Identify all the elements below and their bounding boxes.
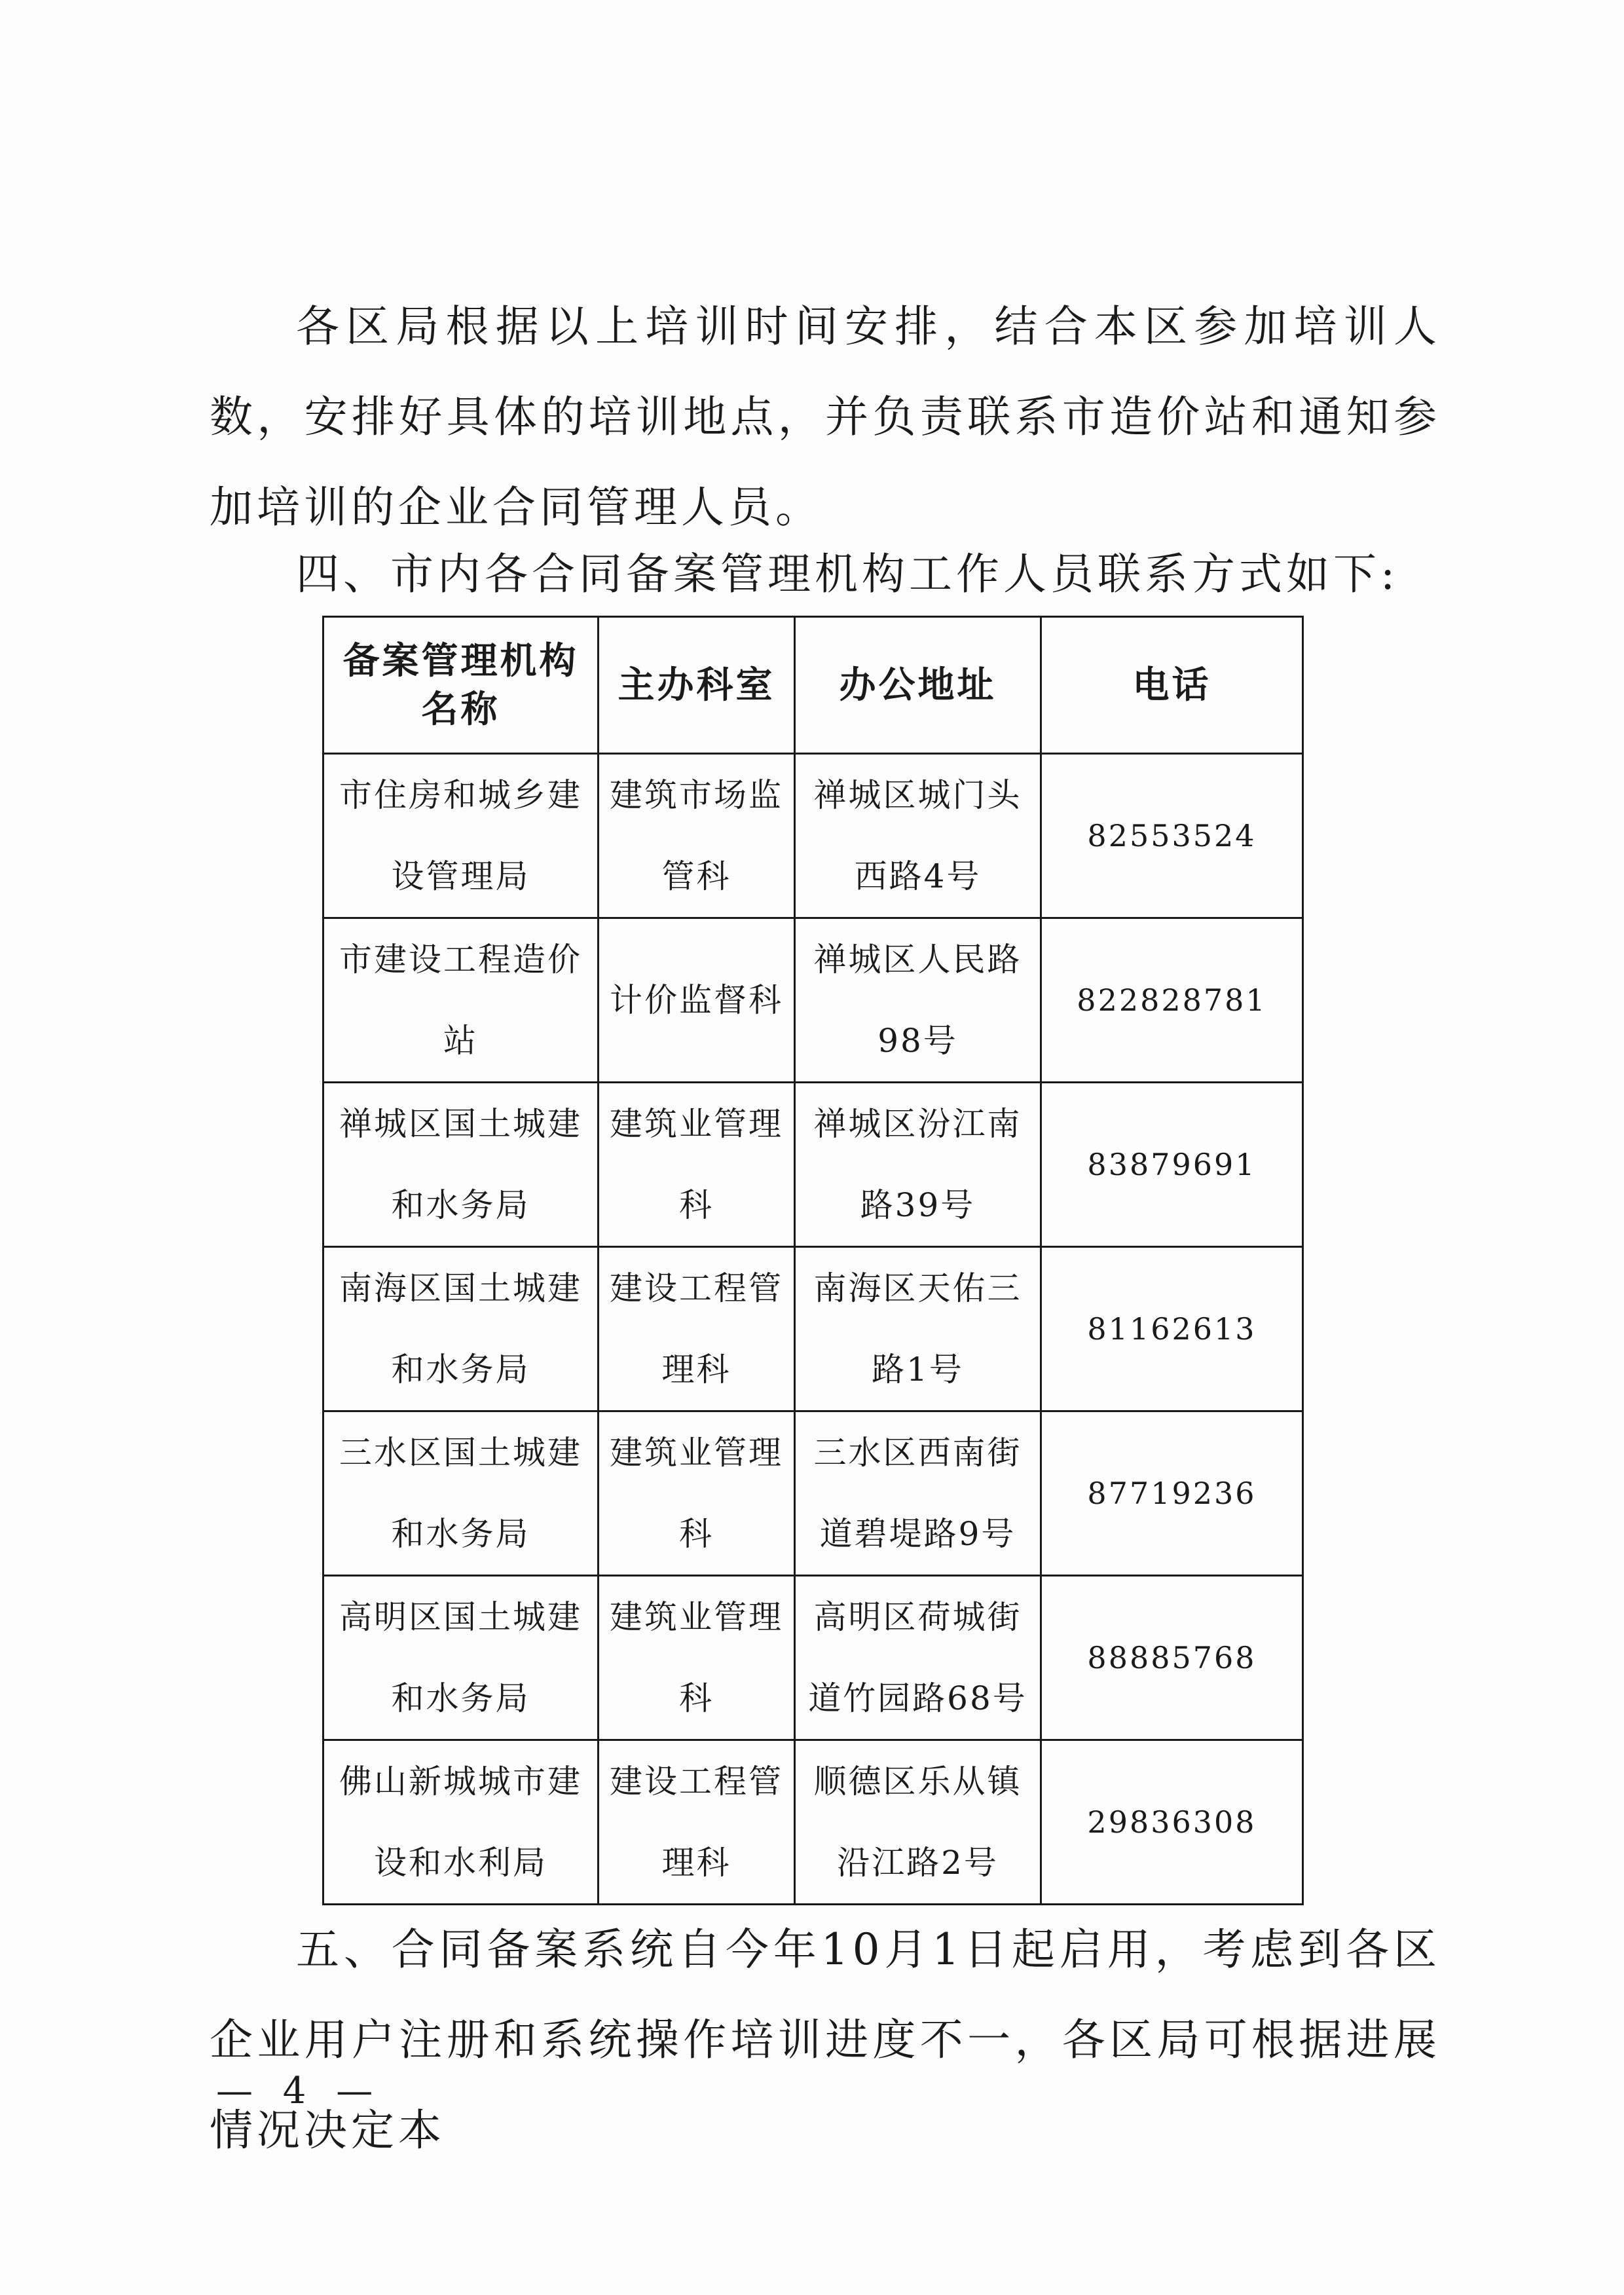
header-agency-name: 备案管理机构名称 — [323, 617, 599, 754]
table-row — [323, 1740, 1303, 1905]
phone-cell: 82553524 — [1041, 754, 1303, 918]
table-row — [323, 1247, 1303, 1411]
department-cell: 建设工程管理科 — [599, 1740, 795, 1905]
address-cell: 禅城区人民路98号 — [795, 918, 1041, 1083]
table-row — [323, 1411, 1303, 1576]
phone-cell: 83879691 — [1041, 1083, 1303, 1247]
agency-name-cell: 市建设工程造价站 — [323, 918, 599, 1083]
department-cell: 建筑业管理科 — [599, 1411, 795, 1576]
agency-name-cell: 市住房和城乡建设管理局 — [323, 754, 599, 918]
phone-cell: 29836308 — [1041, 1740, 1303, 1905]
agency-name-cell: 三水区国土城建和水务局 — [323, 1411, 599, 1576]
phone-cell: 822828781 — [1041, 918, 1303, 1083]
phone-cell: 81162613 — [1041, 1247, 1303, 1411]
phone-cell: 88885768 — [1041, 1576, 1303, 1740]
paragraph-system-launch: 五、合同备案系统自今年10月1日起启用，考虑到各区企业用户注册和系统操作培训进度不一，各区局可根据进展情况决定本 — [210, 1924, 1441, 2155]
address-cell: 禅城区汾江南路39号 — [795, 1083, 1041, 1247]
header-department: 主办科室 — [599, 617, 795, 754]
page-number: — 4 — — [216, 2070, 382, 2112]
header-phone: 电话 — [1041, 617, 1303, 754]
header-office-address: 办公地址 — [795, 617, 1041, 754]
table-header-row — [323, 617, 1303, 754]
address-cell: 三水区西南街道碧堤路9号 — [795, 1411, 1041, 1576]
table-row — [323, 918, 1303, 1083]
agency-name-cell: 南海区国土城建和水务局 — [323, 1247, 599, 1411]
address-cell: 南海区天佑三路1号 — [795, 1247, 1041, 1411]
department-cell: 建设工程管理科 — [599, 1247, 795, 1411]
contact-table — [322, 616, 1304, 1905]
table-row — [323, 1083, 1303, 1247]
address-cell: 高明区荷城街道竹园路68号 — [795, 1576, 1041, 1740]
table-row — [323, 754, 1303, 918]
department-cell: 建筑业管理科 — [599, 1576, 795, 1740]
phone-cell: 87719236 — [1041, 1411, 1303, 1576]
table-row — [323, 1576, 1303, 1740]
agency-name-cell: 佛山新城城市建设和水利局 — [323, 1740, 599, 1905]
department-cell: 建筑市场监管科 — [599, 754, 795, 918]
address-cell: 禅城区城门头西路4号 — [795, 754, 1041, 918]
agency-name-cell: 禅城区国土城建和水务局 — [323, 1083, 599, 1247]
department-cell: 计价监督科 — [599, 918, 795, 1083]
agency-name-cell: 高明区国土城建和水务局 — [323, 1576, 599, 1740]
paragraph-training-arrangement: 各区局根据以上培训时间安排，结合本区参加培训人数，安排好具体的培训地点，并负责联系市造价站和通知参加培训的企业合同管理人员。 — [210, 301, 1441, 532]
address-cell: 顺德区乐从镇沿江路2号 — [795, 1740, 1041, 1905]
paragraph-contact-intro: 四、市内各合同备案管理机构工作人员联系方式如下: — [296, 549, 1399, 599]
department-cell: 建筑业管理科 — [599, 1083, 795, 1247]
